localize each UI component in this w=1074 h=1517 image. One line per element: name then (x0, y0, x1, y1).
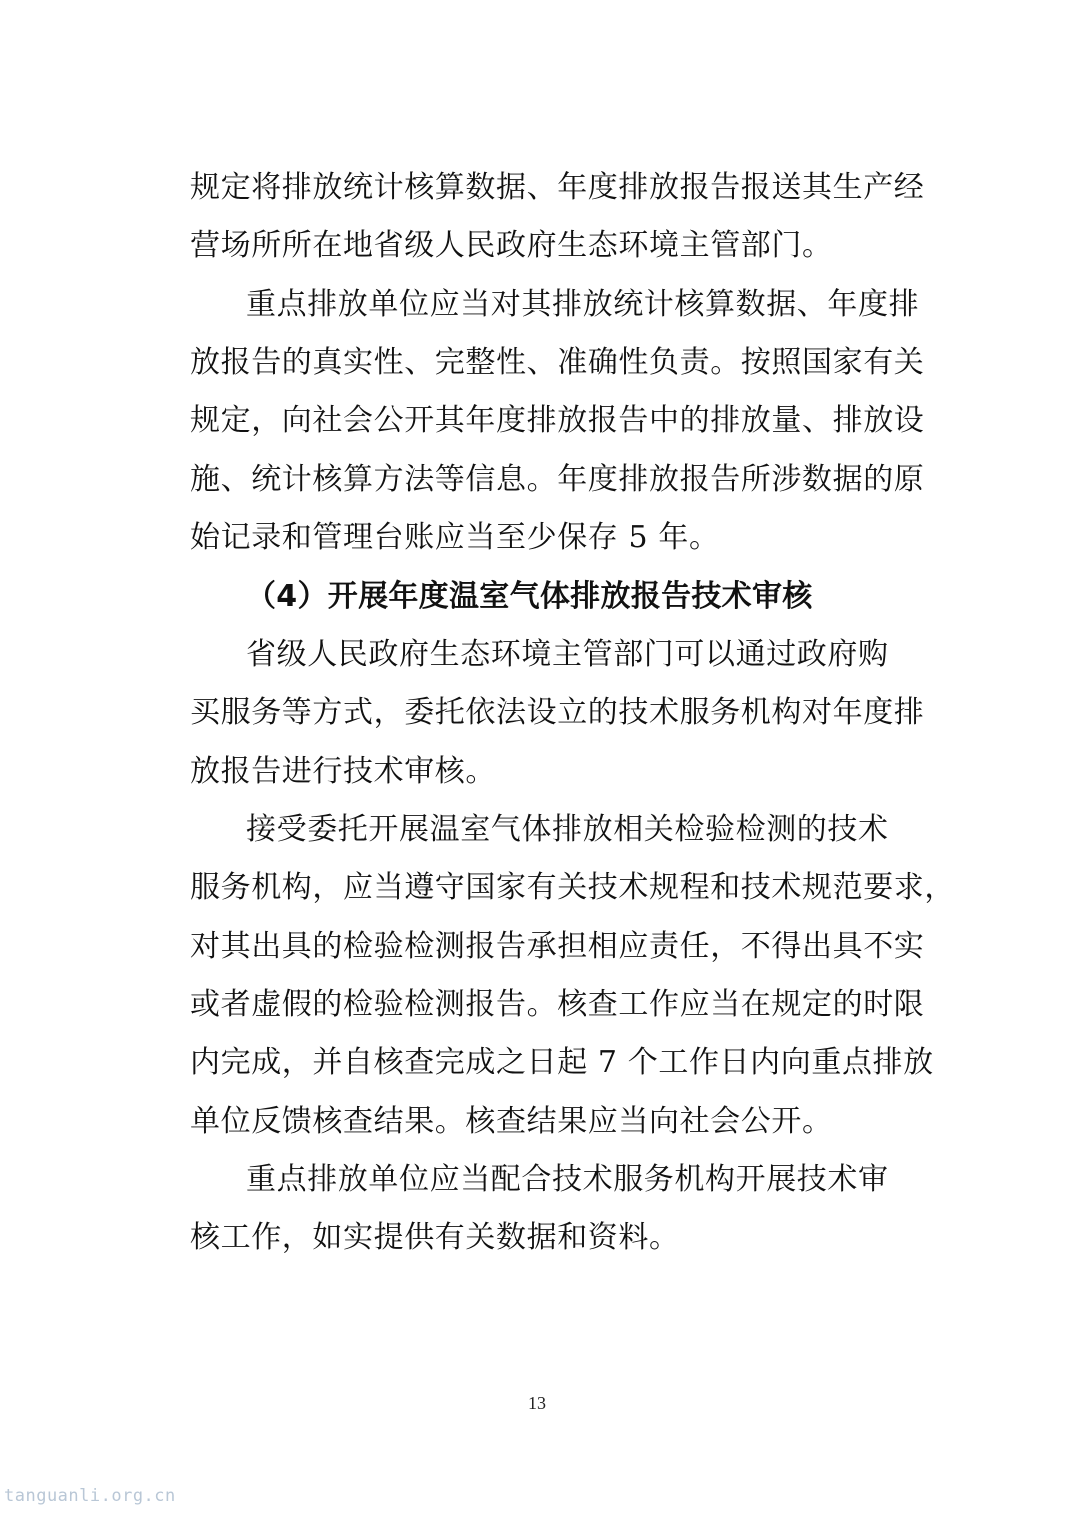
paragraph-3-line-2: 买服务等方式，委托依法设立的技术服务机构对年度排 (190, 695, 925, 730)
paragraph-1-line-2: 营场所所在地省级人民政府生态环境主管部门。 (190, 228, 833, 263)
paragraph-2-line-2: 放报告的真实性、完整性、准确性负责。按照国家有关 (190, 345, 925, 380)
paragraph-4-line-3: 对其出具的检验检测报告承担相应责任，不得出具不实 (190, 929, 925, 964)
paragraph-2-line-5: 始记录和管理台账应当至少保存 5 年。 (190, 520, 720, 555)
paragraph-4-line-6: 单位反馈核查结果。核查结果应当向社会公开。 (190, 1104, 833, 1139)
paragraph-4-line-5: 内完成，并自核查完成之日起 7 个工作日内向重点排放 (190, 1045, 934, 1080)
watermark-text: tanguanli.org.cn (4, 1486, 176, 1506)
page-number: 13 (528, 1393, 546, 1413)
paragraph-5-line-1: 重点排放单位应当配合技术服务机构开展技术审 (246, 1162, 889, 1197)
paragraph-2-line-3: 规定，向社会公开其年度排放报告中的排放量、排放设 (190, 403, 925, 438)
paragraph-2-line-1: 重点排放单位应当对其排放统计核算数据、年度排 (246, 287, 920, 322)
paragraph-3-line-3: 放报告进行技术审核。 (190, 754, 496, 789)
paragraph-4-line-4: 或者虚假的检验检测报告。核查工作应当在规定的时限 (190, 987, 925, 1022)
paragraph-4-line-2: 服务机构，应当遵守国家有关技术规程和技术规范要求， (190, 870, 955, 905)
paragraph-2-line-4: 施、统计核算方法等信息。年度排放报告所涉数据的原 (190, 462, 925, 497)
paragraph-5-line-2: 核工作，如实提供有关数据和资料。 (190, 1220, 680, 1255)
paragraph-1-line-1: 规定将排放统计核算数据、年度排放报告报送其生产经 (190, 170, 925, 205)
paragraph-4-line-1: 接受委托开展温室气体排放相关检验检测的技术 (246, 812, 889, 847)
paragraph-3-line-1: 省级人民政府生态环境主管部门可以通过政府购 (246, 637, 889, 672)
section-heading: （4）开展年度温室气体排放报告技术审核 (246, 579, 813, 614)
